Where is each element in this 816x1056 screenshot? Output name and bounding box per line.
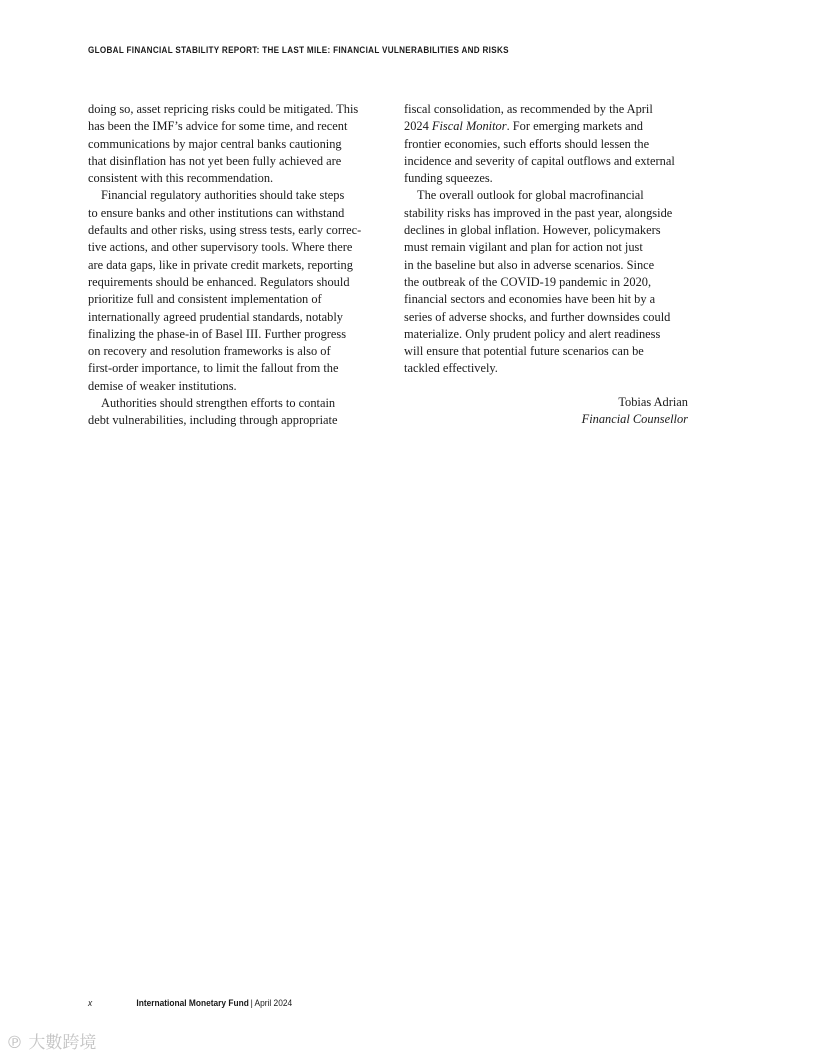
- text-line: in the baseline but also in adverse scenarios. Since: [404, 257, 655, 272]
- page-footer: [88, 998, 292, 1009]
- paragraph: [88, 187, 374, 395]
- text-line: tackled effectively.: [404, 361, 498, 376]
- text-line: incidence and severity of capital outflows and external: [404, 153, 675, 168]
- signatory-title: Financial Counsellor: [581, 412, 688, 427]
- text-line: financial sectors and economies have been hit by a: [404, 292, 656, 307]
- text-span: 2024: [404, 119, 432, 134]
- text-line: on recovery and resolution frameworks is also of: [88, 344, 331, 359]
- text-line: debt vulnerabilities, including through appropriate: [88, 413, 338, 428]
- paragraph: [404, 187, 690, 377]
- text-line: [404, 118, 690, 135]
- text-line: frontier economies, such efforts should lessen the: [404, 136, 650, 151]
- right-column: [404, 101, 690, 428]
- signature-block: [404, 394, 688, 429]
- text-line: finalizing the phase-in of Basel III. Further progress: [88, 326, 347, 341]
- text-line: internationally agreed prudential standards, notably: [88, 309, 343, 324]
- paragraph: [88, 101, 374, 187]
- text-line: series of adverse shocks, and further downsides could: [404, 309, 671, 324]
- text-line: must remain vigilant and plan for action not just: [404, 240, 643, 255]
- text-line: declines in global inflation. However, policymakers: [404, 223, 661, 238]
- text-line: tive actions, and other supervisory tools. Where there: [88, 240, 353, 255]
- text-line: Authorities should strengthen efforts to contain: [101, 396, 336, 411]
- text-line: requirements should be enhanced. Regulators should: [88, 274, 350, 289]
- left-column: [88, 101, 374, 430]
- text-line: defaults and other risks, using stress tests, early correc-: [88, 223, 362, 238]
- text-line: funding squeezes.: [404, 171, 493, 186]
- text-line: materialize. Only prudent policy and alert readiness: [404, 326, 661, 341]
- paragraph: [404, 101, 690, 187]
- text-line: The overall outlook for global macrofinancial: [417, 188, 644, 203]
- text-line: Financial regulatory authorities should take steps: [101, 188, 345, 203]
- text-line: are data gaps, like in private credit markets, reporting: [88, 257, 353, 272]
- footer-organization: International Monetary Fund: [136, 998, 249, 1009]
- text-line: fiscal consolidation, as recommended by the April: [404, 102, 653, 116]
- text-line: that disinflation has not yet been fully achieved are: [88, 153, 342, 168]
- footer-separator: |: [250, 998, 253, 1009]
- text-line: consistent with this recommendation.: [88, 171, 274, 186]
- text-line: demise of weaker institutions.: [88, 378, 237, 393]
- text-line: doing so, asset repricing risks could be mitigated. This: [88, 102, 359, 116]
- text-line: stability risks has improved in the past year, alongside: [404, 205, 673, 220]
- page-number: x: [88, 998, 93, 1009]
- paragraph: [88, 395, 374, 430]
- signatory-name: Tobias Adrian: [618, 394, 688, 409]
- text-line: first-order importance, to limit the fallout from the: [88, 361, 339, 376]
- text-line: to ensure banks and other institutions can withstand: [88, 205, 345, 220]
- text-span: . For emerging markets and: [506, 119, 643, 134]
- publication-title: Fiscal Monitor: [431, 119, 507, 134]
- watermark: ℗ 大數跨境: [6, 1033, 97, 1053]
- text-line: prioritize full and consistent implementation of: [88, 292, 322, 307]
- running-header: GLOBAL FINANCIAL STABILITY REPORT: THE LAST MILE: FINANCIAL VULNERABILITIES AND RISKS: [88, 45, 509, 55]
- text-line: communications by major central banks cautioning: [88, 136, 342, 151]
- text-line: the outbreak of the COVID-19 pandemic in 2020,: [404, 274, 652, 289]
- text-line: will ensure that potential future scenarios can be: [404, 344, 644, 359]
- text-line: has been the IMF’s advice for some time, and recent: [88, 119, 348, 134]
- footer-date: April 2024: [254, 998, 293, 1009]
